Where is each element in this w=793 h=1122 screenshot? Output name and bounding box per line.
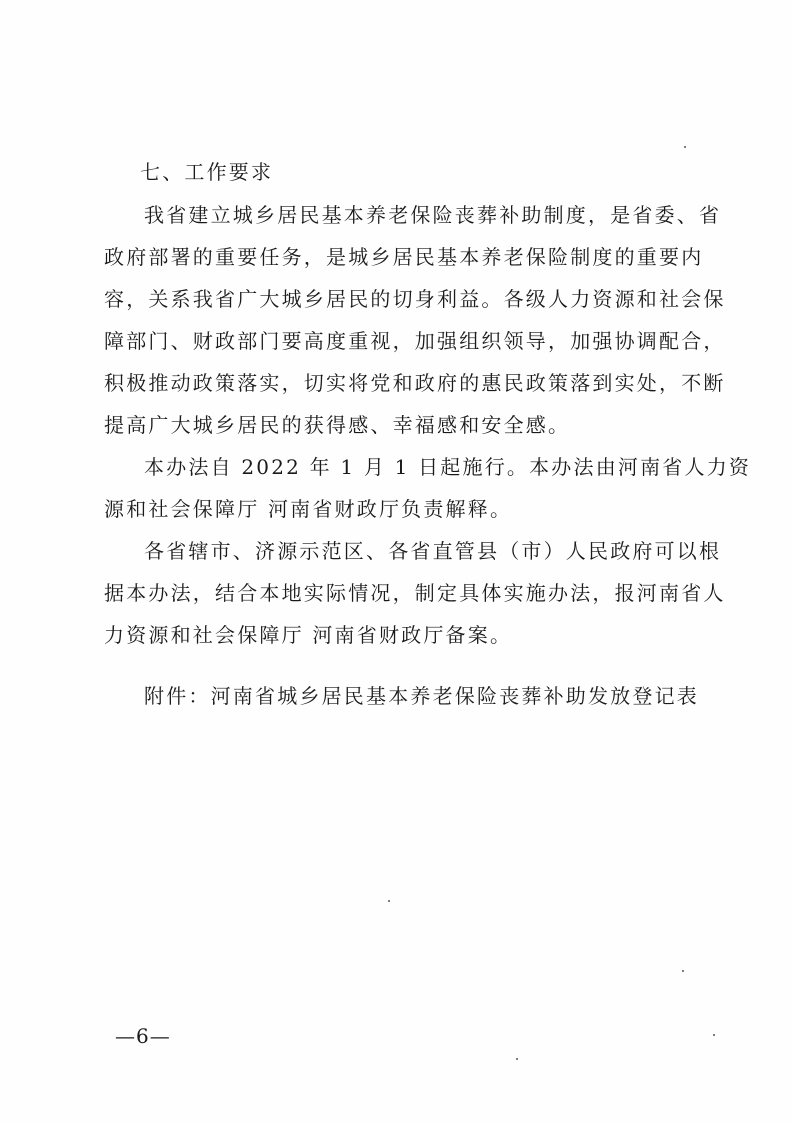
scan-speck — [684, 146, 686, 148]
page-number: —6— — [115, 1024, 171, 1048]
paragraph-line: 本办法自 2022 年 1 月 1 日起施行。本办法由河南省人力资 — [144, 455, 752, 479]
paragraph-line: 我省建立城乡居民基本养老保险丧葬补助制度，是省委、省 — [144, 203, 722, 227]
attachment-line: 附件：河南省城乡居民基本养老保险丧葬补助发放登记表 — [144, 684, 699, 708]
scan-speck — [682, 970, 684, 972]
paragraph-line: 障部门、财政部门要高度重视，加强组织领导，加强协调配合， — [104, 329, 726, 353]
paragraph-line: 政府部署的重要任务，是城乡居民基本养老保险制度的重要内 — [104, 245, 704, 269]
paragraph-line: 据本办法，结合本地实际情况，制定具体实施办法，报河南省人 — [104, 581, 726, 605]
paragraph-line: 容，关系我省广大城乡居民的切身利益。各级人力资源和社会保 — [104, 287, 726, 311]
scan-speck — [516, 1058, 518, 1060]
paragraph-line: 源和社会保障厅 河南省财政厅负责解释。 — [104, 497, 513, 521]
paragraph-line: 力资源和社会保障厅 河南省财政厅备案。 — [104, 623, 513, 647]
paragraph-line: 各省辖市、济源示范区、各省直管县（市）人民政府可以根 — [144, 539, 722, 563]
paragraph-line: 提高广大城乡居民的获得感、幸福感和安全感。 — [104, 413, 571, 437]
scan-speck — [713, 1034, 715, 1036]
section-heading: 七、工作要求 — [140, 160, 274, 184]
paragraph-line: 积极推动政策落实，切实将党和政府的惠民政策落到实处，不断 — [104, 371, 726, 395]
scan-speck — [388, 900, 390, 902]
